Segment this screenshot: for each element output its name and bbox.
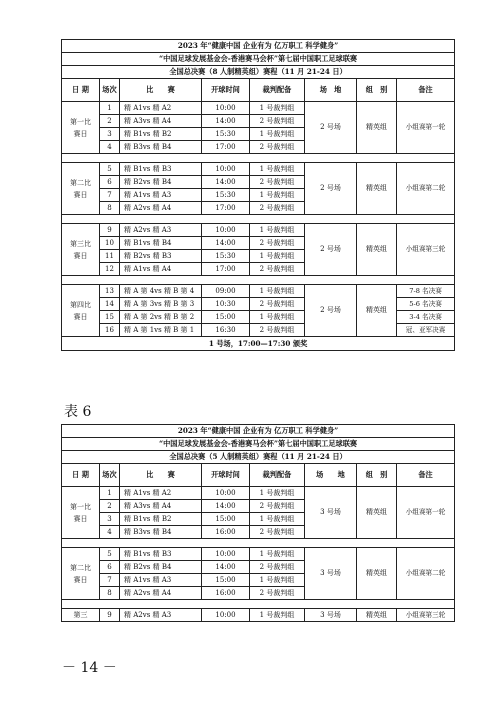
referee-crew: 2 号裁判组	[250, 141, 305, 154]
remark: 5-6 名决赛	[397, 298, 455, 311]
referee-crew: 1 号裁判组	[250, 609, 305, 622]
row-spacer	[62, 600, 455, 609]
schedule-table-5-a-side	[61, 424, 455, 622]
match-pairing: 精 A 第 1vs 精 B 第 1	[120, 324, 202, 337]
referee-crew: 2 号裁判组	[250, 176, 305, 189]
table-title: 全国总决赛（5 人制精英组）赛程（11 月 21-24 日）	[62, 451, 455, 464]
match-pairing: 精 A 第 4vs 精 B 第 4	[120, 285, 202, 298]
match-number: 5	[100, 548, 120, 561]
table-title: 全国总决赛（8 人制精英组）赛程（11 月 21-24 日）	[62, 66, 455, 79]
match-day-label: 第三比赛日	[62, 224, 100, 276]
title-row	[62, 53, 455, 66]
schedule-table-8-a-side	[61, 39, 455, 351]
match-day-label: 第二比赛日	[62, 163, 100, 215]
match-pairing: 精 A1vs 精 A3	[120, 189, 202, 202]
kickoff-time: 14:00	[202, 561, 250, 574]
match-day-label: 第一比赛日	[62, 487, 100, 539]
match-pairing: 精 B2vs 精 B4	[120, 176, 202, 189]
referee-crew: 2 号裁判组	[250, 263, 305, 276]
column-header: 比 赛	[120, 79, 202, 102]
match-number: 11	[100, 250, 120, 263]
table-title: 2023 年“健康中国 企业有为 亿万职工 科学健身”	[62, 425, 455, 438]
match-day-label: 第四比赛日	[62, 285, 100, 337]
remark: 3-4 名决赛	[397, 311, 455, 324]
referee-crew: 2 号裁判组	[250, 202, 305, 215]
referee-crew: 1 号裁判组	[250, 224, 305, 237]
match-number: 15	[100, 311, 120, 324]
kickoff-time: 16:00	[202, 526, 250, 539]
referee-crew: 1 号裁判组	[250, 487, 305, 500]
row-spacer	[62, 215, 455, 224]
table-row	[62, 324, 455, 337]
venue: 2 号场	[305, 285, 357, 337]
spacer-row	[62, 215, 455, 224]
match-pairing: 精 A2vs 精 A3	[120, 224, 202, 237]
match-number: 8	[100, 587, 120, 600]
match-pairing: 精 A3vs 精 A4	[120, 115, 202, 128]
match-number: 7	[100, 574, 120, 587]
table-caption: 表 6	[64, 404, 92, 420]
referee-crew: 1 号裁判组	[250, 285, 305, 298]
header-row	[62, 464, 455, 487]
match-pairing: 精 B1vs 精 B2	[120, 513, 202, 526]
kickoff-time: 15:30	[202, 189, 250, 202]
remark: 小组赛第二轮	[397, 163, 455, 215]
match-pairing: 精 B2vs 精 B4	[120, 561, 202, 574]
table-row	[62, 298, 455, 311]
match-number: 4	[100, 141, 120, 154]
match-number: 9	[100, 609, 120, 622]
match-pairing: 精 A 第 2vs 精 B 第 2	[120, 311, 202, 324]
group: 精英组	[357, 548, 397, 600]
kickoff-time: 15:00	[202, 311, 250, 324]
remark: 小组赛第三轮	[397, 609, 455, 622]
referee-crew: 2 号裁判组	[250, 298, 305, 311]
match-number: 4	[100, 526, 120, 539]
column-header: 裁判配备	[250, 79, 305, 102]
match-day-label: 第一比赛日	[62, 102, 100, 154]
column-header: 开球时间	[202, 79, 250, 102]
table-row	[62, 102, 455, 115]
row-spacer	[62, 539, 455, 548]
column-header: 裁判配备	[250, 464, 305, 487]
table-row	[62, 224, 455, 237]
table-row	[62, 487, 455, 500]
kickoff-time: 10:00	[202, 102, 250, 115]
referee-crew: 1 号裁判组	[250, 128, 305, 141]
footer-row	[62, 337, 455, 351]
title-row	[62, 438, 455, 451]
match-pairing: 精 B1vs 精 B2	[120, 128, 202, 141]
remark: 小组赛第二轮	[397, 548, 455, 600]
match-pairing: 精 A2vs 精 A4	[120, 587, 202, 600]
kickoff-time: 10:30	[202, 298, 250, 311]
match-number: 5	[100, 163, 120, 176]
match-pairing: 精 A1vs 精 A2	[120, 487, 202, 500]
match-pairing: 精 A1vs 精 A4	[120, 263, 202, 276]
match-pairing: 精 A1vs 精 A2	[120, 102, 202, 115]
referee-crew: 2 号裁判组	[250, 526, 305, 539]
column-header: 场次	[100, 464, 120, 487]
table-row	[62, 311, 455, 324]
column-header: 场 地	[305, 79, 357, 102]
remark: 小组赛第一轮	[397, 487, 455, 539]
match-day-label: 第三	[62, 609, 100, 622]
table-row	[62, 609, 455, 622]
kickoff-time: 10:00	[202, 487, 250, 500]
kickoff-time: 15:30	[202, 250, 250, 263]
match-day-label: 第二比赛日	[62, 548, 100, 600]
match-pairing: 精 A3vs 精 A4	[120, 500, 202, 513]
venue: 2 号场	[305, 163, 357, 215]
column-header: 日 期	[62, 79, 100, 102]
row-spacer	[62, 154, 455, 163]
kickoff-time: 15:00	[202, 513, 250, 526]
kickoff-time: 10:00	[202, 609, 250, 622]
remark: 7-8 名决赛	[397, 285, 455, 298]
referee-crew: 2 号裁判组	[250, 587, 305, 600]
venue: 3 号场	[305, 487, 357, 539]
kickoff-time: 10:00	[202, 548, 250, 561]
spacer-row	[62, 276, 455, 285]
kickoff-time: 10:00	[202, 163, 250, 176]
table-title: 2023 年“健康中国 企业有为 亿万职工 科学健身”	[62, 40, 455, 53]
referee-crew: 2 号裁判组	[250, 237, 305, 250]
match-number: 2	[100, 500, 120, 513]
column-header: 比 赛	[120, 464, 202, 487]
kickoff-time: 16:00	[202, 587, 250, 600]
match-number: 3	[100, 128, 120, 141]
column-header: 备注	[397, 464, 455, 487]
column-header: 场 地	[305, 464, 357, 487]
match-number: 12	[100, 263, 120, 276]
match-pairing: 精 B3vs 精 B4	[120, 526, 202, 539]
column-header: 组 别	[357, 464, 397, 487]
referee-crew: 1 号裁判组	[250, 311, 305, 324]
table-row	[62, 163, 455, 176]
ceremony-note: 1 号场，17:00—17:30 颁奖	[62, 337, 455, 351]
match-pairing: 精 B1vs 精 B3	[120, 163, 202, 176]
match-number: 13	[100, 285, 120, 298]
title-row	[62, 66, 455, 79]
venue: 2 号场	[305, 224, 357, 276]
group: 精英组	[357, 102, 397, 154]
column-header: 场次	[100, 79, 120, 102]
group: 精英组	[357, 163, 397, 215]
match-pairing: 精 A2vs 精 A4	[120, 202, 202, 215]
venue: 3 号场	[305, 609, 357, 622]
spacer-row	[62, 154, 455, 163]
column-header: 备注	[397, 79, 455, 102]
referee-crew: 1 号裁判组	[250, 163, 305, 176]
kickoff-time: 14:00	[202, 176, 250, 189]
table-row	[62, 285, 455, 298]
page-number: － 14 －	[62, 660, 117, 676]
referee-crew: 2 号裁判组	[250, 561, 305, 574]
remark: 小组赛第一轮	[397, 102, 455, 154]
column-header: 日 期	[62, 464, 100, 487]
table-title: “中国足球发展基金会-香港赛马会杯”第七届中国职工足球联赛	[62, 438, 455, 451]
referee-crew: 2 号裁判组	[250, 115, 305, 128]
match-number: 10	[100, 237, 120, 250]
referee-crew: 1 号裁判组	[250, 102, 305, 115]
referee-crew: 1 号裁判组	[250, 513, 305, 526]
referee-crew: 1 号裁判组	[250, 574, 305, 587]
match-number: 1	[100, 102, 120, 115]
title-row	[62, 425, 455, 438]
table-row	[62, 548, 455, 561]
kickoff-time: 14:00	[202, 115, 250, 128]
match-pairing: 精 A 第 3vs 精 B 第 3	[120, 298, 202, 311]
match-number: 6	[100, 561, 120, 574]
kickoff-time: 16:30	[202, 324, 250, 337]
match-number: 3	[100, 513, 120, 526]
match-number: 8	[100, 202, 120, 215]
remark: 冠、亚军决赛	[397, 324, 455, 337]
match-pairing: 精 B3vs 精 B4	[120, 141, 202, 154]
referee-crew: 2 号裁判组	[250, 324, 305, 337]
referee-crew: 2 号裁判组	[250, 500, 305, 513]
referee-crew: 1 号裁判组	[250, 250, 305, 263]
title-row	[62, 451, 455, 464]
group: 精英组	[357, 285, 397, 337]
match-number: 16	[100, 324, 120, 337]
kickoff-time: 15:00	[202, 574, 250, 587]
match-number: 9	[100, 224, 120, 237]
kickoff-time: 17:00	[202, 202, 250, 215]
header-row	[62, 79, 455, 102]
venue: 3 号场	[305, 548, 357, 600]
remark: 小组赛第三轮	[397, 224, 455, 276]
referee-crew: 1 号裁判组	[250, 189, 305, 202]
kickoff-time: 15:30	[202, 128, 250, 141]
spacer-row	[62, 600, 455, 609]
match-number: 1	[100, 487, 120, 500]
kickoff-time: 17:00	[202, 141, 250, 154]
match-number: 7	[100, 189, 120, 202]
match-pairing: 精 A2vs 精 A3	[120, 609, 202, 622]
match-number: 14	[100, 298, 120, 311]
group: 精英组	[357, 224, 397, 276]
referee-crew: 1 号裁判组	[250, 548, 305, 561]
table-title: “中国足球发展基金会-香港赛马会杯”第七届中国职工足球联赛	[62, 53, 455, 66]
match-number: 2	[100, 115, 120, 128]
group: 精英组	[357, 487, 397, 539]
venue: 2 号场	[305, 102, 357, 154]
kickoff-time: 14:00	[202, 237, 250, 250]
kickoff-time: 14:00	[202, 500, 250, 513]
kickoff-time: 09:00	[202, 285, 250, 298]
column-header: 组 别	[357, 79, 397, 102]
kickoff-time: 17:00	[202, 263, 250, 276]
row-spacer	[62, 276, 455, 285]
match-number: 6	[100, 176, 120, 189]
column-header: 开球时间	[202, 464, 250, 487]
match-pairing: 精 A1vs 精 A3	[120, 574, 202, 587]
match-pairing: 精 B1vs 精 B4	[120, 237, 202, 250]
match-pairing: 精 B1vs 精 B3	[120, 548, 202, 561]
group: 精英组	[357, 609, 397, 622]
match-pairing: 精 B2vs 精 B3	[120, 250, 202, 263]
spacer-row	[62, 539, 455, 548]
kickoff-time: 10:00	[202, 224, 250, 237]
title-row	[62, 40, 455, 53]
